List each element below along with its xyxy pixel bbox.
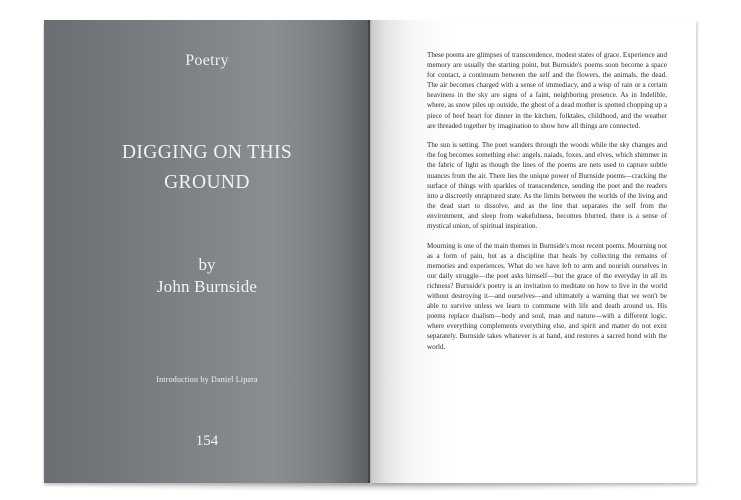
author-name: John Burnside — [156, 277, 258, 296]
paragraph: Mourning is one of the main themes in Burnside's most recent poems. Mourning not as a form of pain, but as a discipline that heals by collecting the remains of memories and experiences. What do we have left to arm and nourish ourselves in our daily struggle—the poet asks himself—but the grace of the everyday in all its richness? Burnside's poetry is an invitation to meditate on how to live in the world without destroying it—and ourselves—and ultimately a warning that we won't be able to survive unless we learn to commune with life and death around us. His poems replace dualism—body and soul, man and nature—with a different logic, where everything complements everything else, and spirit and matter do not exist separately. Burnside takes whatever is at hand, and restores a sacred bond with the world. — [427, 241, 667, 351]
title-line-2: GROUND — [164, 172, 250, 193]
paragraph: The sun is setting. The poet wanders through the woods while the sky changes and the fog becomes something else: angels, naiads, foxes, and elves, which shimmer in the fabric of light as though the lines of the poems are nets used to capture subtle nuances from the air. There lies the unique power of Burnside poems—cracking the surface of things with sparkles of transcendence, sending the poet and the readers into a discreetly enraptured state. As the limits between the worlds of the living and the dead start to dissolve, and as the line that separates the self from the environment, and sleep from wakefulness, becomes blurred, there is a sense of mystical union, of spiritual inspiration. — [427, 141, 667, 230]
right-page — [370, 20, 696, 483]
book-spine — [368, 20, 372, 483]
by-label: by — [198, 255, 216, 274]
body-text — [427, 50, 667, 361]
category-label: Poetry — [185, 52, 229, 69]
page-number: 154 — [195, 433, 219, 449]
paragraph: These poems are glimpses of transcendence, modest states of grace. Experience and memory are usually the starting point, but Burnside's poems soon become a space for contact, a continuum between the self and the flowers, the animals, the dead. The air becomes charged with a sense of immediacy, and a wisp of rain or a certain heaviness in the sky are signs of a faint, neighboring presence. As in Indelible, where, as snow piles up outside, the ghost of a dead mother is spotted chopping up a piece of beef heart for dinner in the kitchen, folktales, childhood, and the weather are threaded together by imagination to show how all things are connected. — [427, 51, 667, 130]
left-page — [44, 20, 370, 483]
introduction-credit: Introduction by Daniel Lipara — [156, 375, 258, 384]
book-title — [44, 138, 370, 198]
title-line-1: DIGGING ON THIS — [121, 142, 293, 163]
